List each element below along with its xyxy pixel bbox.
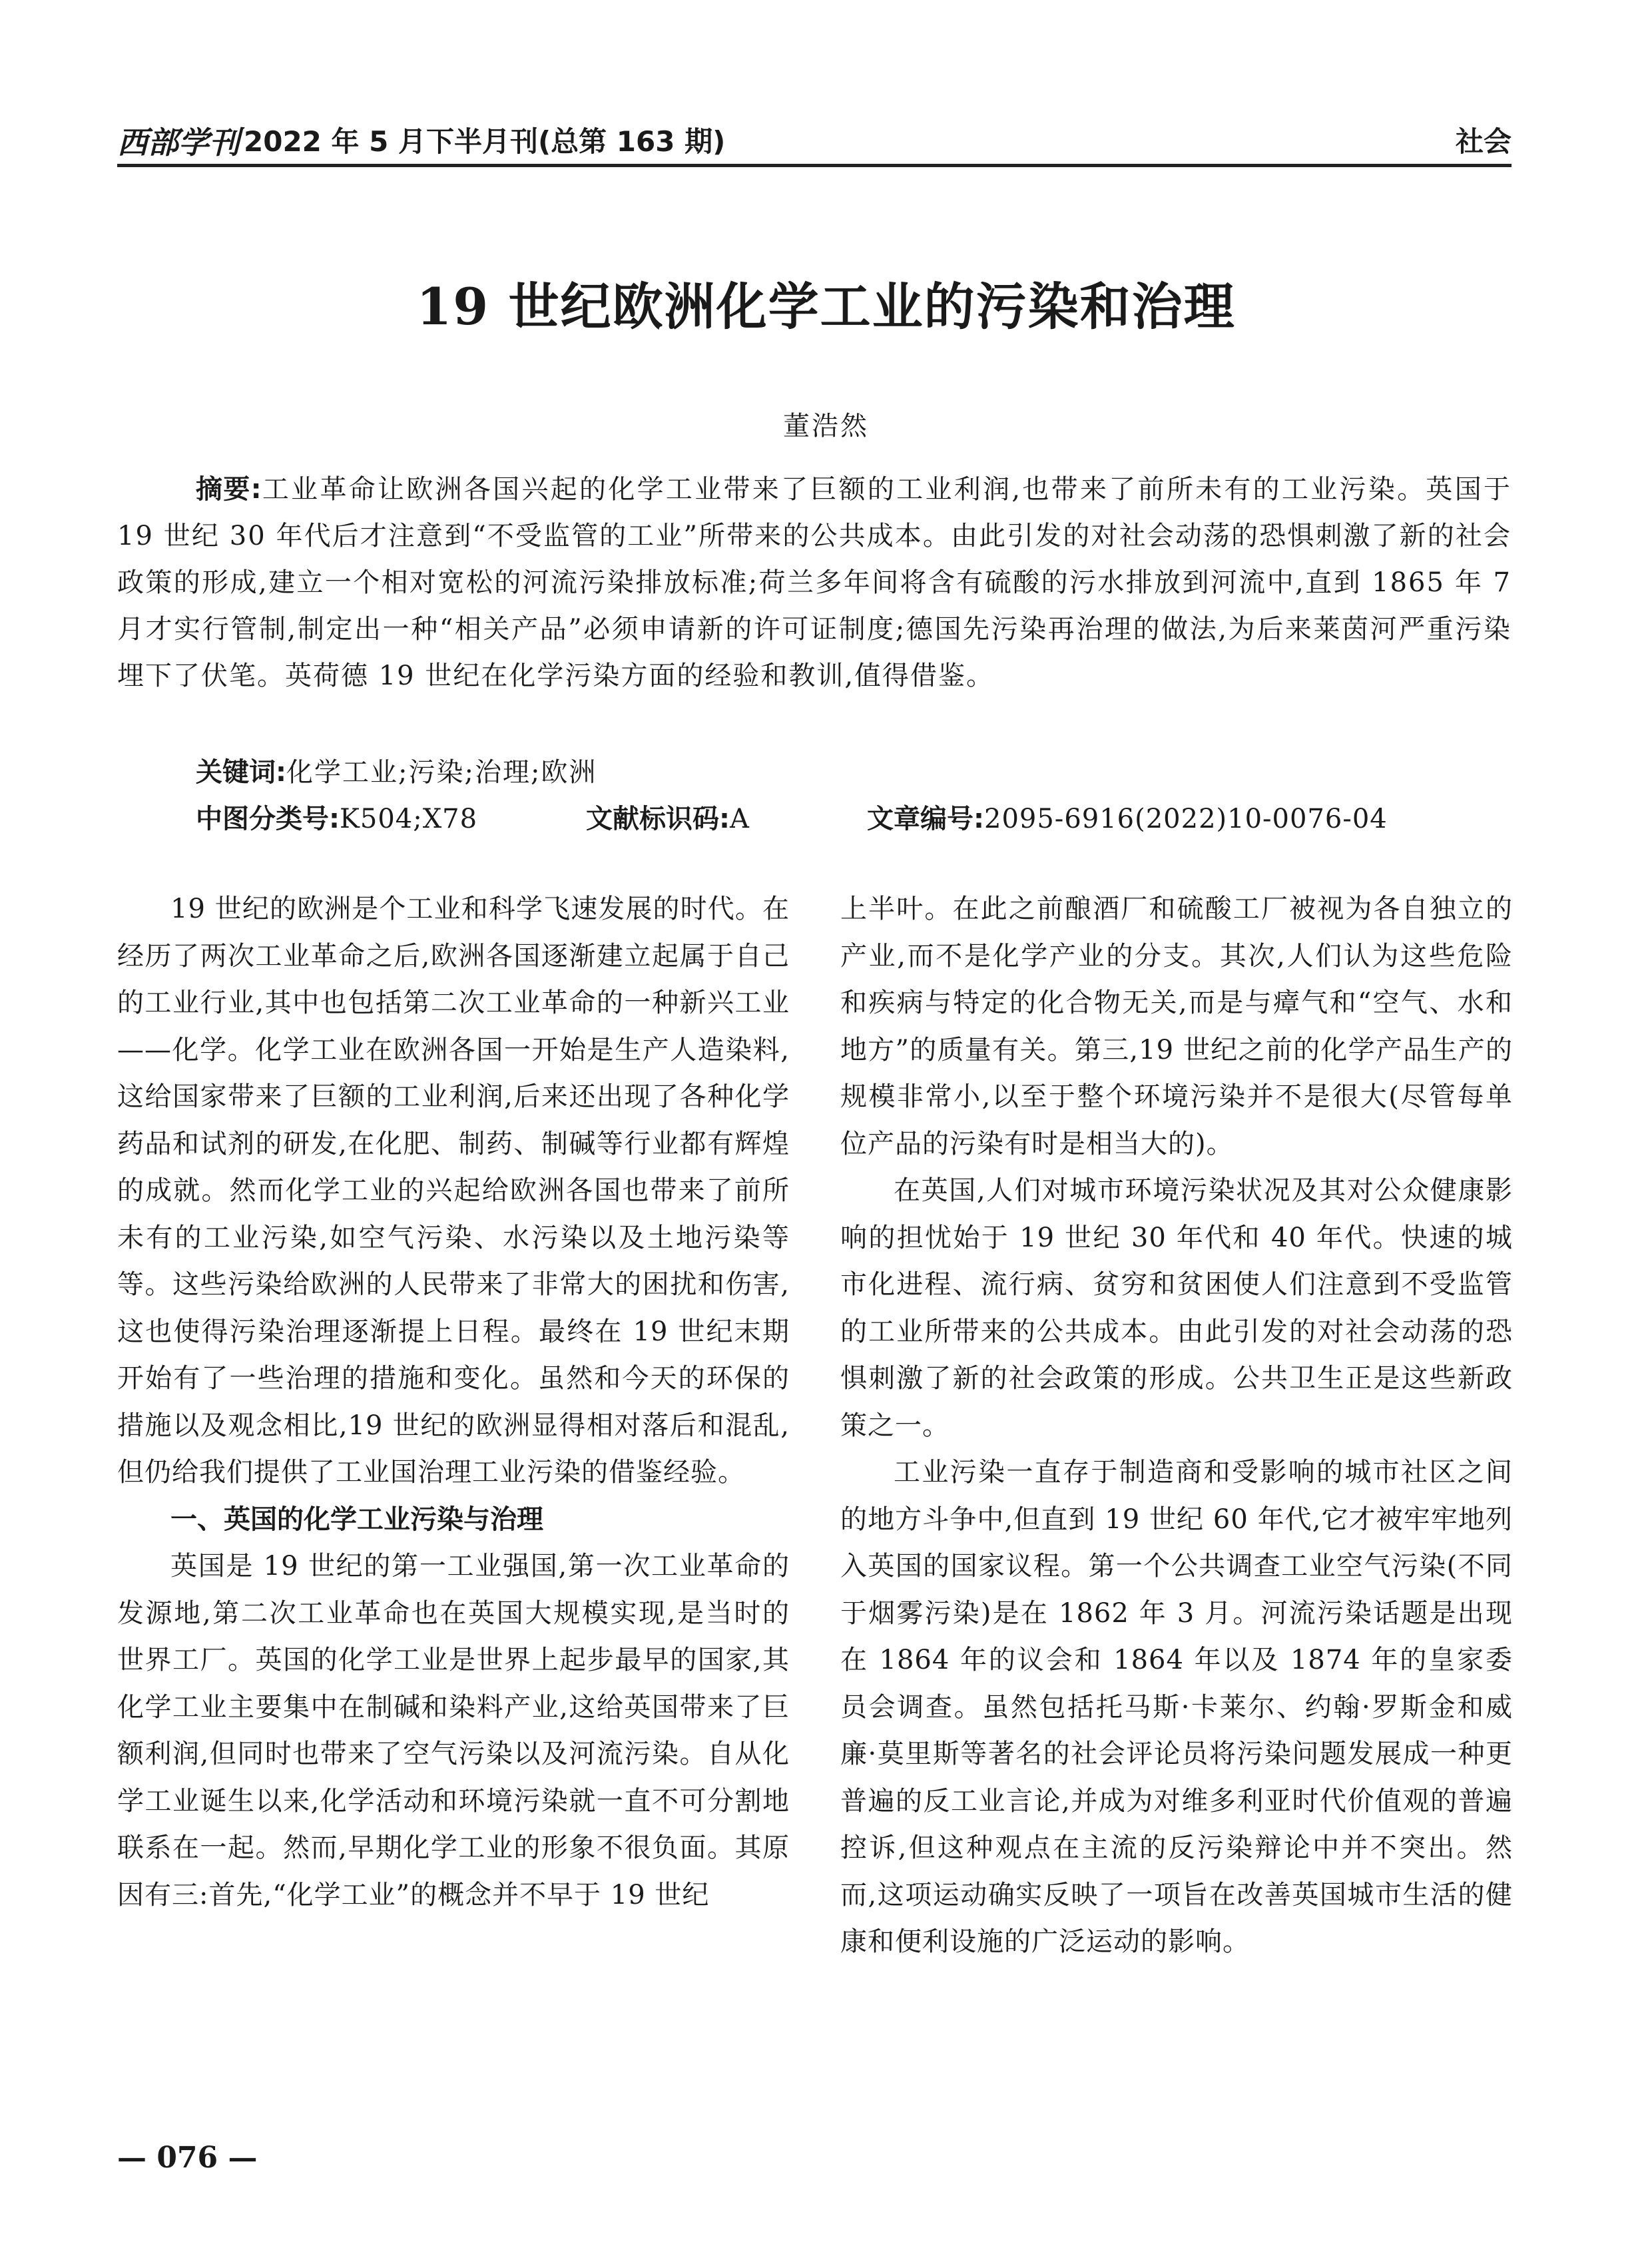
clc-label: 中图分类号: — [196, 804, 340, 834]
article-number-label: 文章编号: — [867, 804, 984, 834]
article-title: 19 世纪欧洲化学工业的污染和治理 — [416, 277, 1236, 336]
abstract — [117, 466, 1512, 699]
document-code — [586, 798, 750, 836]
section-name: 社会 — [1455, 125, 1512, 158]
abstract-text: 工业革命让欧洲各国兴起的化学工业带来了巨额的工业利润,也带来了前所未有的工业污染。英国于 19 世纪 30 年代后才注意到“不受监管的工业”所带来的公共成本。由此引发的对社会动荡的恐惧刺激了新的社会政策的形成,建立一个相对宽松的河流污染排放标准;荷兰多年间将含有硫酸的污水排放到河流中,直到 1865 年 7 月才实行管制,制定出一种“相关产品”必须申请新的许可证制度;德国先污染再治理的做法,为后来莱茵河严重污染埋下了伏笔。英荷德 19 世纪在化学污染方面的经验和教训,值得借鉴。 — [117, 474, 1512, 691]
article-number-value: 2095-6916(2022)10-0076-04 — [984, 804, 1388, 834]
keywords-text: 化学工业;污染;治理;欧洲 — [286, 757, 597, 788]
running-header — [117, 113, 1512, 160]
doc-code-value: A — [730, 804, 750, 834]
body-column-right — [840, 886, 1513, 1966]
paragraph: 工业污染一直存于制造商和受影响的城市社区之间的地方斗争中,但直到 19 世纪 60 年代,它才被牢牢地列入英国的国家议程。第一个公共调查工业空气污染(不同于烟雾污染)是在 1862 年 3 月。河流污染话题是出现在 1864 年的议会和 1864 年以及 1874 年的皇家委员会调查。虽然包括托马斯·卡莱尔、约翰·罗斯金和威廉·莫里斯等著名的社会评论员将污染问题发展成一种更普遍的反工业言论,并成为对维多利亚时代价值观的普遍控诉,但这种观点在主流的反污染辩论中并不突出。然而,这项运动确实反映了一项旨在改善英国城市生活的健康和便利设施的广泛运动的影响。 — [840, 1457, 1513, 1957]
page-number: — 076 — — [117, 2141, 258, 2175]
keywords-label: 关键词: — [196, 757, 286, 788]
keywords — [196, 751, 597, 789]
issue-info: 2022 年 5 月下半月刊(总第 163 期) — [244, 125, 726, 158]
doc-code-label: 文献标识码: — [586, 804, 730, 834]
author-name: 董浩然 — [783, 411, 869, 441]
journal-name: 西部学刊 — [117, 125, 240, 160]
header-rule — [117, 164, 1512, 167]
paragraph: 19 世纪的欧洲是个工业和科学飞速发展的时代。在经历了两次工业革命之后,欧洲各国逐渐建立起属于自己的工业行业,其中也包括第二次工业革命的一种新兴工业——化学。化学工业在欧洲各国一开始是生产人造染料,这给国家带来了巨额的工业利润,后来还出现了各种化学药品和试剂的研发,在化肥、制药、制碱等行业都有辉煌的成就。然而化学工业的兴起给欧洲各国也带来了前所未有的工业污染,如空气污染、水污染以及土地污染等等。这些污染给欧洲的人民带来了非常大的困扰和伤害,这也使得污染治理逐渐提上日程。最终在 19 世纪末期开始有了一些治理的措施和变化。虽然和今天的环保的措施以及观念相比,19 世纪的欧洲显得相对落后和混乱,但仍给我们提供了工业国治理工业污染的借鉴经验。 — [117, 894, 790, 1488]
section-heading: 一、英国的化学工业污染与治理 — [170, 1504, 543, 1535]
paragraph: 英国是 19 世纪的第一工业强国,第一次工业革命的发源地,第二次工业革命也在英国大规模实现,是当时的世界工厂。英国的化学工业是世界上起步最早的国家,其化学工业主要集中在制碱和染料产业,这给英国带来了巨额利润,但同时也带来了空气污染以及河流污染。自从化学工业诞生以来,化学活动和环境污染就一直不可分割地联系在一起。然而,早期化学工业的形象不很负面。其原因有三:首先,“化学工业”的概念并不早于 19 世纪 — [117, 1551, 790, 1910]
clc-value: K504;X78 — [340, 804, 478, 834]
abstract-label: 摘要: — [196, 474, 262, 505]
clc-number — [196, 798, 477, 836]
paragraph: 在英国,人们对城市环境污染状况及其对公众健康影响的担忧始于 19 世纪 30 年代和 40 年代。快速的城市化进程、流行病、贫穷和贫困使人们注意到不受监管的工业所带来的公共成本。由此引发的对社会动荡的恐惧刺激了新的社会政策的形成。公共卫生正是这些新政策之一。 — [840, 1175, 1513, 1441]
paragraph-continued: 上半叶。在此之前酿酒厂和硫酸工厂被视为各自独立的产业,而不是化学产业的分支。其次,人们认为这些危险和疾病与特定的化合物无关,而是与瘴气和“空气、水和地方”的质量有关。第三,19 世纪之前的化学产品生产的规模非常小,以至于整个环境污染并不是很大(尽管每单位产品的污染有时是相当大的)。 — [840, 894, 1513, 1159]
body-column-left — [117, 886, 790, 1918]
article-number — [867, 798, 1388, 836]
